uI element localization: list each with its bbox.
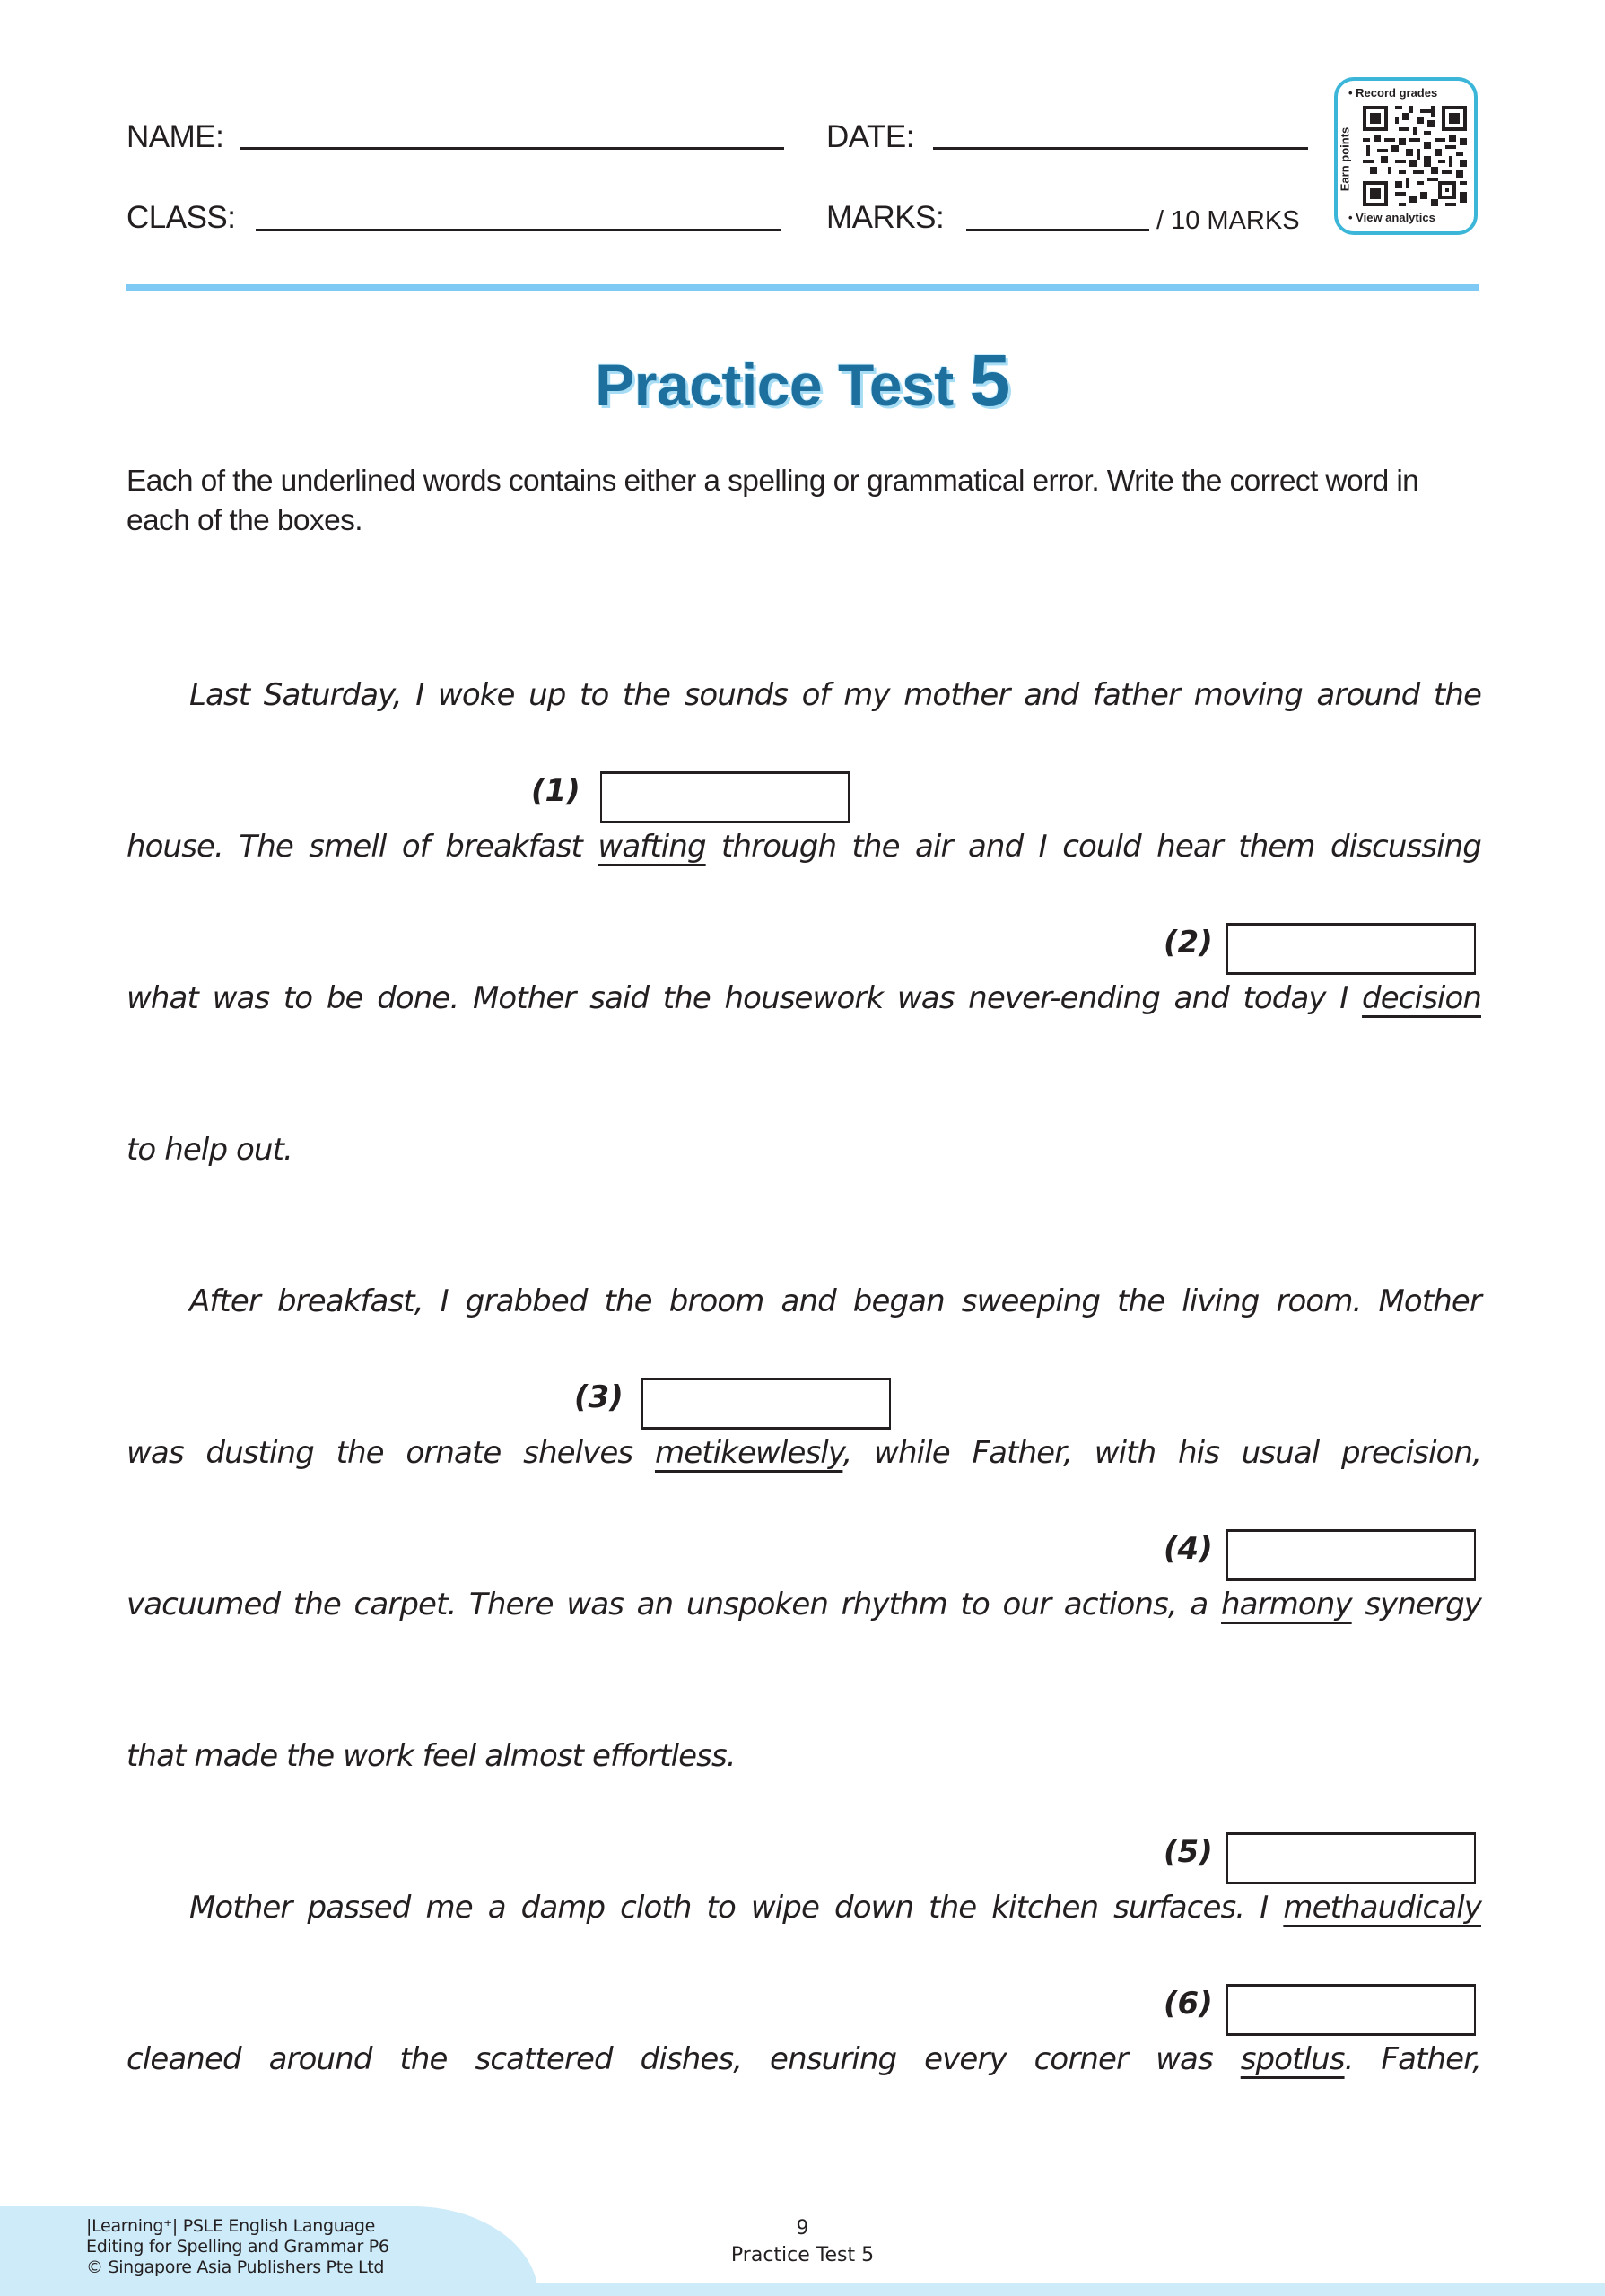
page-title-number: 5 [969,340,1010,422]
passage-text: was dusting the ornate shelves [126,1435,655,1471]
instructions: Each of the underlined words contains either a spelling or grammatical error. Write the correct word in each of the boxes. [126,465,1419,537]
underlined-error-word-6: spotlus [1240,2041,1345,2077]
underlined-error-word-3: metikewlesly [654,1435,843,1471]
date-label: DATE: [826,119,914,154]
qr-earn-points-text: Earn points [1338,126,1352,192]
footer-page-info [0,2215,1605,2269]
answer-box-1[interactable] [600,771,850,823]
question-number-1: (1) [531,773,580,809]
question-number-2: (2) [1164,925,1213,961]
header-divider [126,284,1479,291]
passage-line [126,1587,1481,1622]
passage-text: . Father, [1344,2041,1481,2077]
page-number: 9 [796,2217,809,2239]
qr-view-analytics-text: • View analytics [1348,211,1435,224]
date-input-line[interactable] [933,147,1308,150]
page-title-text: Practice Test [595,352,970,418]
passage-text: After breakfast, I grabbed the broom and began sweeping the living room. Mother [189,1283,1481,1319]
passage-text: to help out. [126,1132,292,1168]
passage-text: that made the work feel almost effortless. [126,1738,736,1774]
passage-text: , while Father, with his usual precision, [842,1435,1481,1471]
footer-series: |Learning⁺| PSLE English Language [86,2216,376,2236]
passage-line [126,677,1481,713]
marks-total: / 10 MARKS [1156,206,1300,235]
name-input-line[interactable] [240,147,784,150]
underlined-error-word-5: methaudicaly [1283,1890,1481,1926]
passage-text: what was to be done. Mother said the housework was never-ending and today I [126,980,1363,1016]
qr-record-grades-text: • Record grades [1348,86,1438,100]
passage-text: cleaned around the scattered dishes, ensuring every corner was [126,2041,1241,2077]
marks-label: MARKS: [826,200,945,235]
passage-line [126,1890,1481,1926]
passage-line [126,1283,1481,1319]
footer-book-title: Editing for Spelling and Grammar P6 [86,2237,389,2257]
answer-box-6[interactable] [1226,1984,1476,2036]
class-label: CLASS: [126,200,236,235]
passage-text: Mother passed me a damp cloth to wipe down the kitchen surfaces. I [189,1890,1284,1926]
passage-text: through the air and I could hear them discussing [705,829,1481,865]
answer-box-2[interactable] [1226,923,1476,975]
passage-line [126,2041,1481,2077]
passage-line [126,1132,1481,1168]
passage-text: synergy [1351,1587,1482,1622]
page-title [0,339,1605,423]
question-number-4: (4) [1164,1531,1213,1567]
qr-code-icon [1363,106,1467,206]
answer-box-3[interactable] [641,1378,891,1430]
passage-line [126,1435,1481,1471]
qr-code-panel[interactable] [1334,77,1478,235]
underlined-error-word-4: harmony [1221,1587,1352,1622]
answer-box-5[interactable] [1226,1832,1476,1884]
marks-input-line[interactable] [966,229,1149,231]
answer-box-4[interactable] [1226,1529,1476,1581]
question-number-5: (5) [1164,1834,1213,1870]
passage-line [126,829,1481,865]
question-number-6: (6) [1164,1986,1213,2022]
passage-text: house. The smell of breakfast [126,829,598,865]
passage-text: Last Saturday, I woke up to the sounds of my mother and father moving around the [189,677,1481,713]
footer-copyright: © Singapore Asia Publishers Pte Ltd [86,2257,385,2277]
footer-page-title: Practice Test 5 [730,2244,875,2266]
class-input-line[interactable] [256,229,781,231]
underlined-error-word-2: decision [1362,980,1481,1016]
underlined-error-word-1: wafting [598,829,706,865]
question-number-3: (3) [574,1379,624,1415]
footer-strip [0,2283,1605,2296]
passage-line [126,1738,1481,1774]
name-label: NAME: [126,119,224,154]
passage-line [126,980,1481,1016]
passage-text: vacuumed the carpet. There was an unspoken rhythm to our actions, a [126,1587,1222,1622]
